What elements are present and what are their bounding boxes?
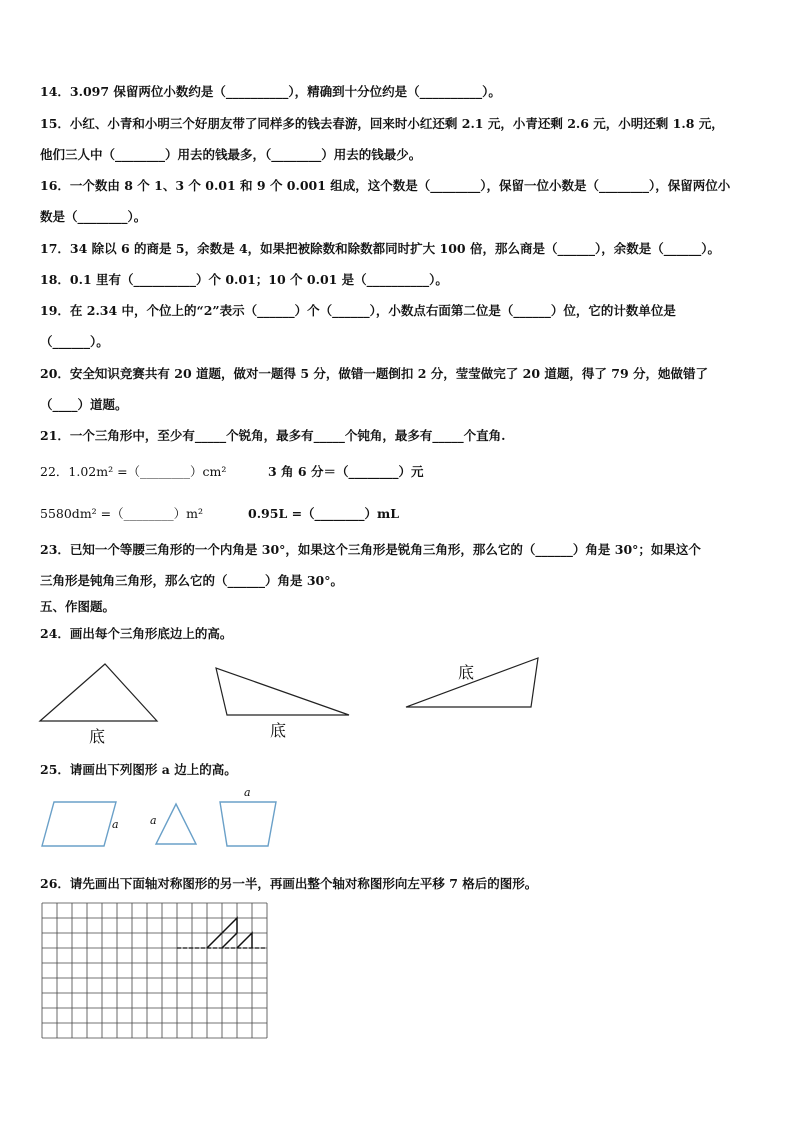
question-24: 24．画出每个三角形底边上的高。 xyxy=(40,626,233,641)
question-21: 21．一个三角形中，至少有_____个锐角，最多有_____个钝角，最多有_____个直角. xyxy=(40,428,506,443)
half-figure-step xyxy=(237,933,252,948)
triangle-2-base-label: 底 xyxy=(270,721,287,740)
small-triangle-shape xyxy=(154,800,200,848)
triangle-1-base-label: 底 xyxy=(89,727,106,746)
parallelogram-shape xyxy=(40,798,120,850)
question-14: 14．3.097 保留两位小数约是（__________），精确到十分位约是（__________）。 xyxy=(40,84,501,99)
triangle-3-base-label: 底 xyxy=(458,663,475,682)
grid-drawing-area xyxy=(40,901,270,1041)
question-22-part-1: 22．1.02m² =（________）cm² xyxy=(40,464,227,479)
parallelogram-side-a-label: a xyxy=(112,818,119,831)
question-22-part-2: 3 角 6 分＝（________）元 xyxy=(268,464,424,479)
question-26: 26．请先画出下面轴对称图形的另一半，再画出整个轴对称图形向左平移 7 格后的图形。 xyxy=(40,876,538,891)
question-20-line-1: 20．安全知识竞赛共有 20 道题，做对一题得 5 分，做错一题倒扣 2 分，莹莹做完了 20 道题，得了 79 分，她做错了 xyxy=(40,366,708,381)
trapezoid-shape xyxy=(218,798,282,850)
question-18: 18．0.1 里有（__________）个 0.01；10 个 0.01 是（__________）。 xyxy=(40,272,448,287)
triangle-1 xyxy=(36,660,166,726)
triangle-2 xyxy=(212,664,354,720)
question-19-line-2: （______）。 xyxy=(40,334,109,349)
question-19-line-1: 19．在 2.34 中，个位上的“2”表示（______）个（______），小数点右面第二位是（______）位，它的计数单位是 xyxy=(40,303,676,318)
question-25: 25．请画出下列图形 a 边上的高。 xyxy=(40,762,237,777)
question-15-line-1: 15．小红、小青和小明三个好朋友带了同样多的钱去春游，回来时小红还剩 2.1 元，小青还剩 2.6 元，小明还剩 1.8 元， xyxy=(40,116,724,131)
question-15-line-2: 他们三人中（________）用去的钱最多，（________）用去的钱最少。 xyxy=(40,147,422,162)
question-20-line-2: （____）道题。 xyxy=(40,397,128,412)
question-23-line-1: 23．已知一个等腰三角形的一个内角是 30°，如果这个三角形是锐角三角形，那么它的（______）角是 30°；如果这个 xyxy=(40,542,701,557)
question-22-part-3: 5580dm² =（________）m² xyxy=(40,506,203,521)
question-22-part-4: 0.95L =（________）mL xyxy=(248,506,400,521)
trapezoid-side-a-label: a xyxy=(244,786,251,799)
section-5-heading: 五、作图题。 xyxy=(40,599,116,614)
small-triangle-side-a-label: a xyxy=(150,814,157,827)
question-16-line-1: 16．一个数由 8 个 1、3 个 0.01 和 9 个 0.001 组成，这个数是（________），保留一位小数是（________），保留两位小 xyxy=(40,178,731,193)
question-16-line-2: 数是（________）。 xyxy=(40,209,147,224)
question-17: 17．34 除以 6 的商是 5，余数是 4，如果把被除数和除数都同时扩大 100 倍，那么商是（______），余数是（______）。 xyxy=(40,241,720,256)
question-23-line-2: 三角形是钝角三角形，那么它的（______）角是 30°。 xyxy=(40,573,343,588)
